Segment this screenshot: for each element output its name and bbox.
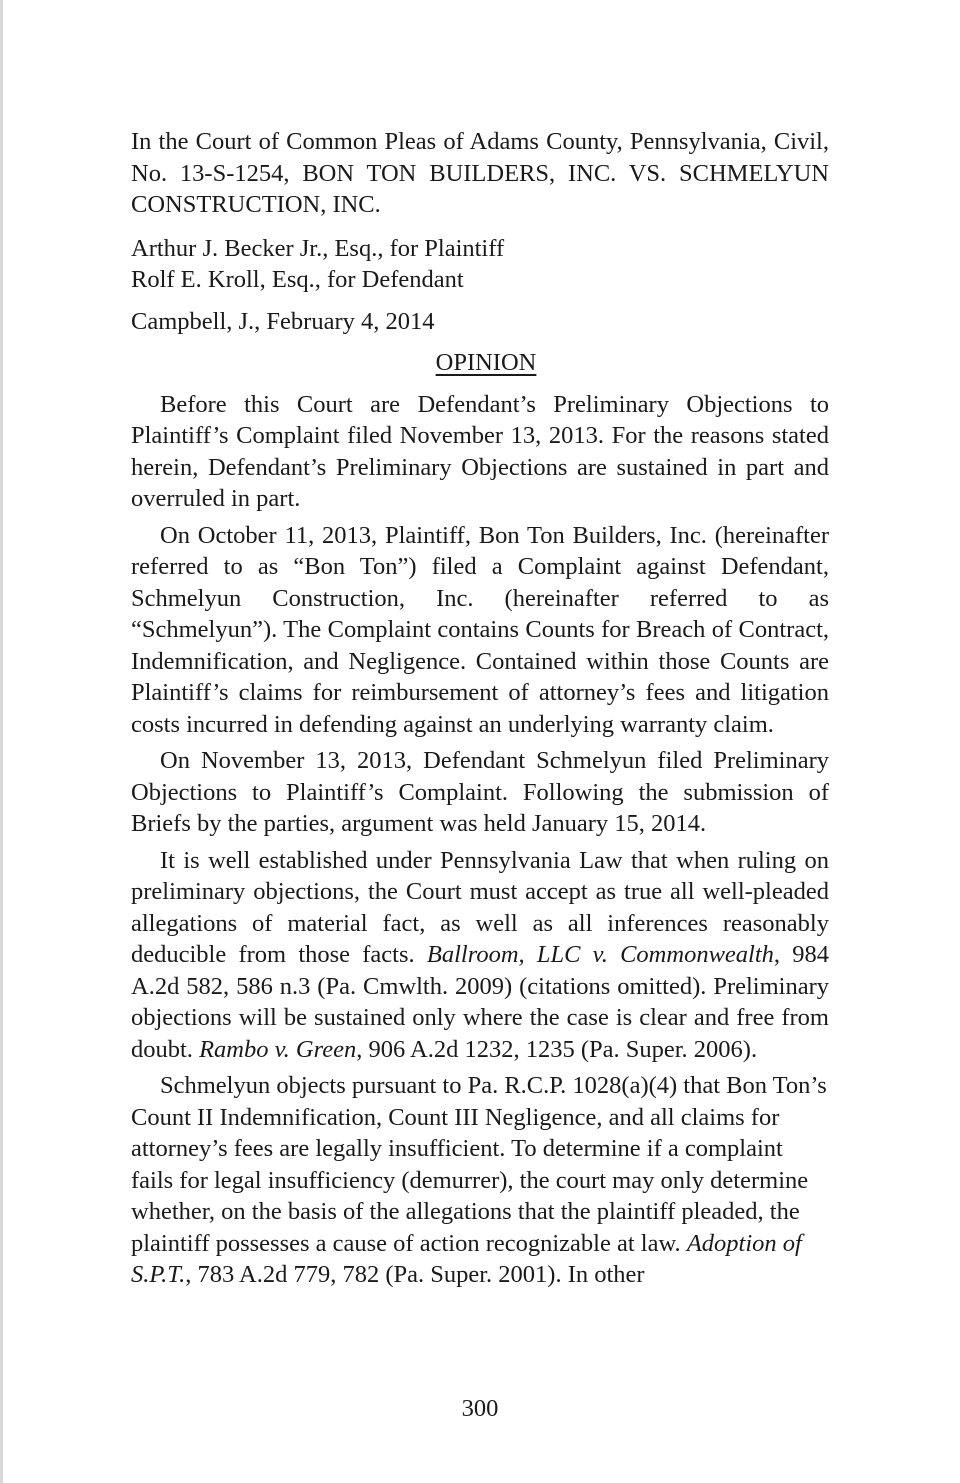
case-citation-ballroom: Ballroom, LLC v. Commonwealth <box>426 941 774 968</box>
opinion-heading: OPINION <box>435 349 537 376</box>
page-edge <box>0 0 3 1483</box>
document-page <box>131 126 829 1291</box>
paragraph-2: On October 11, 2013, Plaintiff, Bon Ton Builders, Inc. (hereinafter referred to as “Bon Ton”) filed a Complaint against Defendant, Schmelyun Construction, Inc. (hereinafter referred to as “Schmelyun”). The Complaint contains Counts for Breach of Contract, Indemnification, and Negligence. Contained within those Counts are Plaintiff’s claims for reimbursement of attorney’s fees and litigation costs incurred in defending against an underlying warranty claim. <box>131 521 829 738</box>
paragraph-5: Schmelyun objects pursuant to Pa. R.C.P. 1028(a)(4) that Bon Ton’s Count II Indemnification, Count III Negligence, and all claims for attorney’s fees are legally insufficient. To determine if a complaint fails for legal insufficiency (demurrer), the court may only determine whether, on the basis of the allegations that the plaintiff pleaded, the plaintiff possesses a cause of action recognizable at law. Adoption of S.P.T., 783 A.2d 779, 782 (Pa. Super. 2001). In other <box>131 1072 827 1288</box>
opinion-body <box>131 389 829 1291</box>
judge-date-line: Campbell, J., February 4, 2014 <box>131 307 435 335</box>
counsel-list <box>131 233 829 296</box>
page-number: 300 <box>461 1395 499 1422</box>
plaintiff-counsel: Arthur J. Becker Jr., Esq., for Plaintiff <box>131 234 505 262</box>
case-caption: In the Court of Common Pleas of Adams County, Pennsylvania, Civil, No. 13-S-1254, BON TON BUILDERS, INC. VS. SCHMELYUN CONSTRUCTION, INC. <box>131 128 829 218</box>
paragraph-1: Before this Court are Defendant’s Preliminary Objections to Plaintiff’s Complaint filed November 13, 2013. For the reasons stated herein, Defendant’s Preliminary Objections are sustained in part and overruled in part. <box>131 390 829 512</box>
case-citation-adoption: Adoption of S.P.T. <box>131 1229 802 1288</box>
case-citation-rambo: Rambo v. Green <box>199 1035 357 1063</box>
defendant-counsel: Rolf E. Kroll, Esq., for Defendant <box>131 266 464 293</box>
paragraph-4: It is well established under Pennsylvania Law that when ruling on preliminary objections, the Court must accept as true all well-pleaded allegations of material fact, as well as all inferences reasonably deducible from those facts. Ballroom, LLC v. Commonwealth, 984 A.2d 582, 586 n.3 (Pa. Cmwlth. 2009) (citations omitted). Preliminary objections will be sustained only where the case is clear and free from doubt. Rambo v. Green, 906 A.2d 1232, 1235 (Pa. Super. 2006). <box>131 846 830 1063</box>
paragraph-3: On November 13, 2013, Defendant Schmelyun filed Preliminary Objections to Plaintiff’s Complaint. Following the submission of Briefs by the parties, argument was held January 15, 2014. <box>131 747 829 837</box>
